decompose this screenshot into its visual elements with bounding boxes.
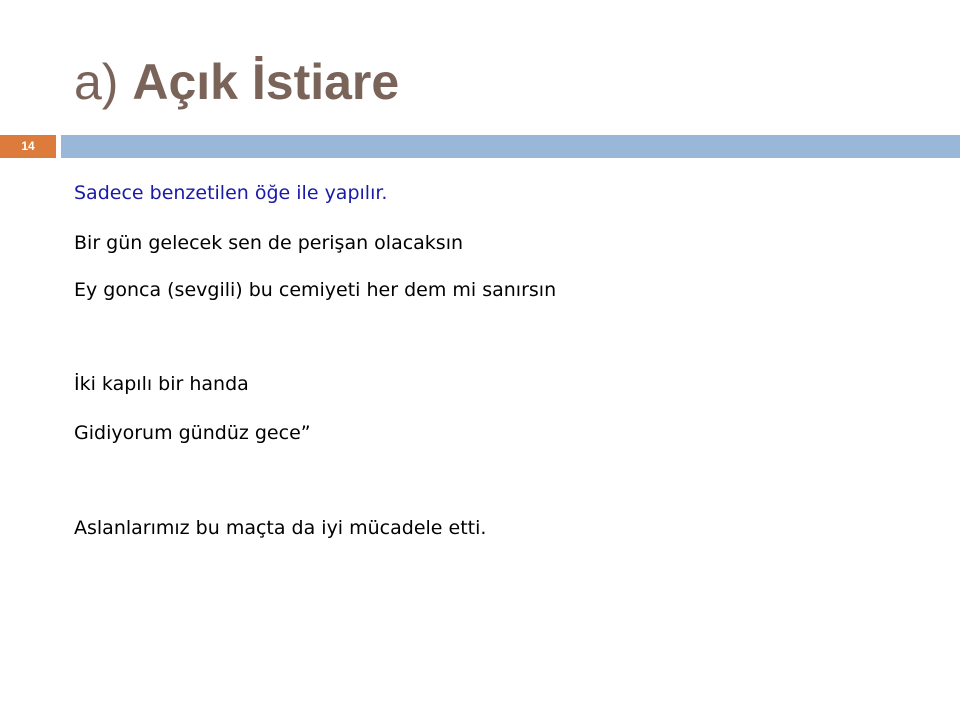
header-divider-bar: [61, 135, 960, 158]
example-line-2: Ey gonca (sevgili) bu cemiyeti her dem mi sanırsın: [74, 279, 557, 301]
example-line-3: İki kapılı bir handa: [74, 373, 249, 395]
definition-line: Sadece benzetilen öğe ile yapılır.: [74, 182, 388, 204]
slide-title-prefix: a): [74, 54, 133, 110]
example-line-1: Bir gün gelecek sen de perişan olacaksın: [74, 232, 464, 254]
example-line-5: Aslanlarımız bu maçta da iyi mücadele etti.: [74, 517, 487, 539]
slide-title: [74, 52, 399, 112]
slide-number-badge: 14: [0, 135, 56, 158]
example-line-4: Gidiyorum gündüz gece”: [74, 422, 311, 444]
slide-title-main: Açık İstiare: [132, 54, 400, 110]
